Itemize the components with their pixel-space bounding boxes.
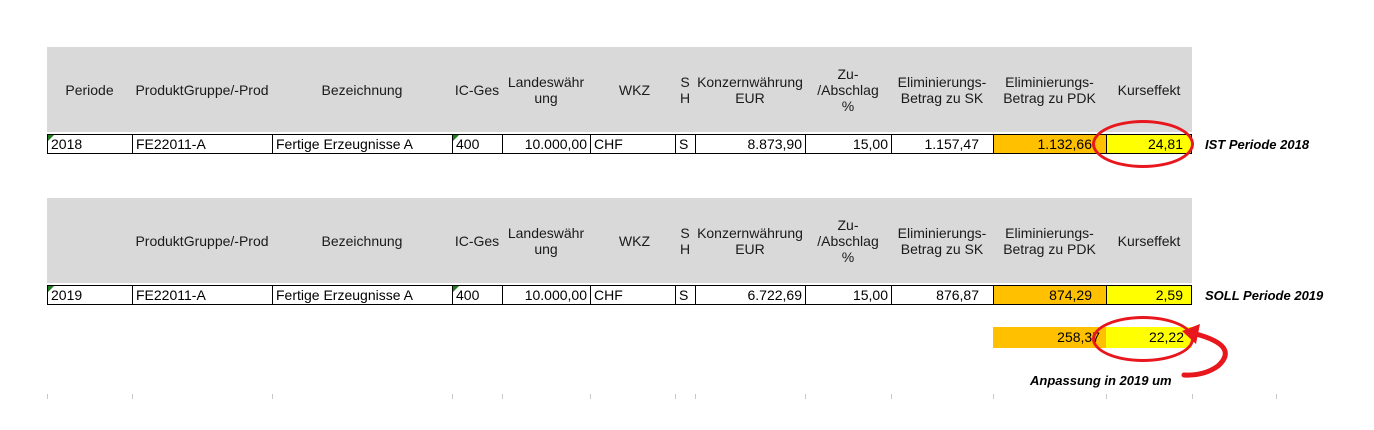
cell-ic-ges[interactable]	[452, 285, 502, 305]
header-bezeichnung: Bezeichnung	[321, 232, 403, 249]
label-anpassung: Anpassung in 2019 um	[1030, 373, 1172, 388]
gridline-tick	[590, 394, 591, 399]
cell-wkz[interactable]: CHF	[590, 134, 675, 154]
header-elim-pdk: Eliminierungs- Betrag zu PDK	[1003, 73, 1096, 106]
gridline-tick	[47, 394, 48, 399]
cell-produktgruppe[interactable]: FE22011-A	[132, 134, 272, 154]
gridline-tick	[1276, 394, 1277, 399]
cell-zu-abschlag[interactable]: 15,00	[805, 285, 891, 305]
cell-periode[interactable]	[47, 285, 132, 305]
cell-elim-pdk[interactable]: 1.132,66	[993, 134, 1106, 154]
gridline-tick	[695, 394, 696, 399]
cell-sh[interactable]: S	[675, 134, 695, 154]
cell-wkz[interactable]: CHF	[590, 285, 675, 305]
gridline-tick	[891, 394, 892, 399]
header-wkz: WKZ	[618, 232, 650, 249]
cell-sh[interactable]: S	[675, 285, 695, 305]
gridline-tick	[452, 394, 453, 399]
header-elim-sk: Eliminierungs- Betrag zu SK	[897, 73, 987, 106]
gridline-tick	[1192, 394, 1193, 399]
header-elim-pdk: Eliminierungs- Betrag zu PDK	[1003, 224, 1096, 257]
table1-header	[47, 47, 1192, 132]
cell-elim-sk[interactable]: 876,87	[891, 285, 993, 305]
cell-periode[interactable]	[47, 134, 132, 154]
cell-konzernwaehrung[interactable]: 8.873,90	[695, 134, 805, 154]
error-indicator	[453, 135, 459, 141]
column-gridline-ticks	[0, 394, 1374, 400]
cell-kurseffekt[interactable]: 24,81	[1106, 134, 1192, 154]
header-ic-ges: IC-Ges	[454, 81, 500, 98]
cell-text: 400	[456, 287, 480, 303]
curved-arrow-icon	[1160, 318, 1240, 388]
cell-text: 2019	[51, 287, 83, 303]
header-landeswaehrung: Landeswähr ung	[507, 224, 585, 257]
cell-elim-pdk[interactable]: 874,29	[993, 285, 1106, 305]
header-sh: S H	[679, 224, 691, 257]
cell-landeswaehrung[interactable]: 10.000,00	[502, 285, 590, 305]
gridline-tick	[675, 394, 676, 399]
header-wkz: WKZ	[618, 81, 650, 98]
gridline-tick	[272, 394, 273, 399]
label-soll-periode: SOLL Periode 2019	[1205, 288, 1324, 303]
header-kurseffekt: Kurseffekt	[1117, 81, 1181, 98]
error-indicator	[453, 286, 459, 292]
header-empty	[47, 198, 132, 283]
cell-bezeichnung[interactable]: Fertige Erzeugnisse A	[272, 134, 452, 154]
header-kurseffekt: Kurseffekt	[1117, 232, 1181, 249]
header-zu-abschlag: Zu- /Abschlag %	[817, 65, 879, 114]
cell-elim-sk[interactable]: 1.157,47	[891, 134, 993, 154]
header-konzernwaehrung: Konzernwährung EUR	[697, 73, 803, 106]
header-ic-ges: IC-Ges	[454, 232, 500, 249]
gridline-tick	[1106, 394, 1107, 399]
error-indicator	[48, 286, 54, 292]
header-produktgruppe: ProduktGruppe/-Prod	[135, 81, 269, 98]
error-indicator	[48, 135, 54, 141]
gridline-tick	[993, 394, 994, 399]
header-landeswaehrung: Landeswähr ung	[507, 73, 585, 106]
cell-ic-ges[interactable]	[452, 134, 502, 154]
diff-pdk-cell[interactable]: 258,37	[993, 327, 1106, 348]
gridline-tick	[502, 394, 503, 399]
cell-konzernwaehrung[interactable]: 6.722,69	[695, 285, 805, 305]
cell-zu-abschlag[interactable]: 15,00	[805, 134, 891, 154]
header-zu-abschlag: Zu- /Abschlag %	[817, 216, 879, 265]
gridline-tick	[805, 394, 806, 399]
header-konzernwaehrung: Konzernwährung EUR	[697, 224, 803, 257]
diff-kurseffekt-cell[interactable]: 22,22	[1106, 327, 1192, 348]
cell-text: 2018	[51, 136, 83, 152]
gridline-tick	[132, 394, 133, 399]
table2-header	[47, 198, 1192, 283]
cell-kurseffekt[interactable]: 2,59	[1106, 285, 1192, 305]
header-elim-sk: Eliminierungs- Betrag zu SK	[897, 224, 987, 257]
header-bezeichnung: Bezeichnung	[321, 81, 403, 98]
label-ist-periode: IST Periode 2018	[1205, 137, 1310, 152]
header-produktgruppe: ProduktGruppe/-Prod	[135, 232, 269, 249]
highlight-ellipse-ist	[1092, 120, 1194, 168]
header-periode: Periode	[65, 81, 114, 98]
cell-landeswaehrung[interactable]: 10.000,00	[502, 134, 590, 154]
cell-bezeichnung[interactable]: Fertige Erzeugnisse A	[272, 285, 452, 305]
cell-text: 400	[456, 136, 480, 152]
header-sh: S H	[679, 73, 691, 106]
cell-produktgruppe[interactable]: FE22011-A	[132, 285, 272, 305]
